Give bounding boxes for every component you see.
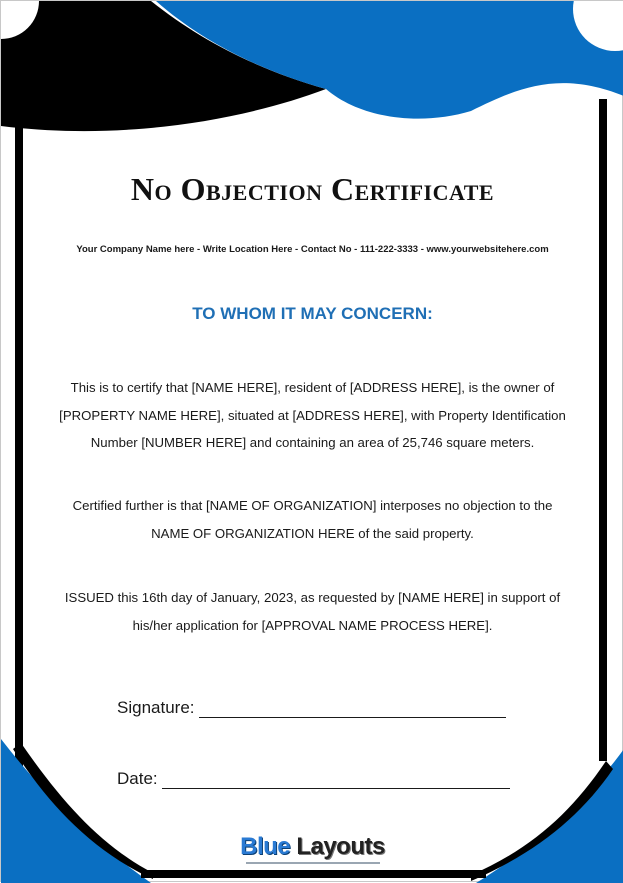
certification-paragraph: This is to certify that [NAME HERE], resident of [ADDRESS HERE], is the owner of [PROPERTY NAME HERE], situated at [ADDRESS HERE], with Property Identification Number [NUMBER HERE] and containing an area of 25,746 square meters. (59, 380, 566, 450)
certificate-content (1, 1, 623, 883)
brand-logo (1, 833, 623, 861)
date-field (117, 769, 510, 789)
issued-paragraph: ISSUED this 16th day of January, 2023, as requested by [NAME HERE] in support of his/her application for [APPROVAL NAME PROCESS HERE]. (64, 590, 561, 633)
date-line (162, 771, 510, 789)
brand-word-blue: Blue (240, 833, 291, 860)
signature-field (117, 698, 506, 718)
signature-line (199, 700, 506, 718)
brand-underline (246, 862, 380, 864)
salutation-heading: TO WHOM IT MAY CONCERN: (192, 304, 433, 323)
date-label: Date: (117, 769, 158, 788)
signature-label: Signature: (117, 698, 195, 717)
company-contact-line: Your Company Name here - Write Location Here - Contact No - 111-222-3333 - www.yourwebsitehere.com (76, 244, 549, 255)
certificate-title: No Objection Certificate (130, 171, 495, 207)
brand-word-layouts: Layouts (296, 833, 385, 860)
no-objection-paragraph: Certified further is that [NAME OF ORGANIZATION] interposes no objection to the NAME OF ORGANIZATION HERE of the said property. (72, 498, 553, 541)
